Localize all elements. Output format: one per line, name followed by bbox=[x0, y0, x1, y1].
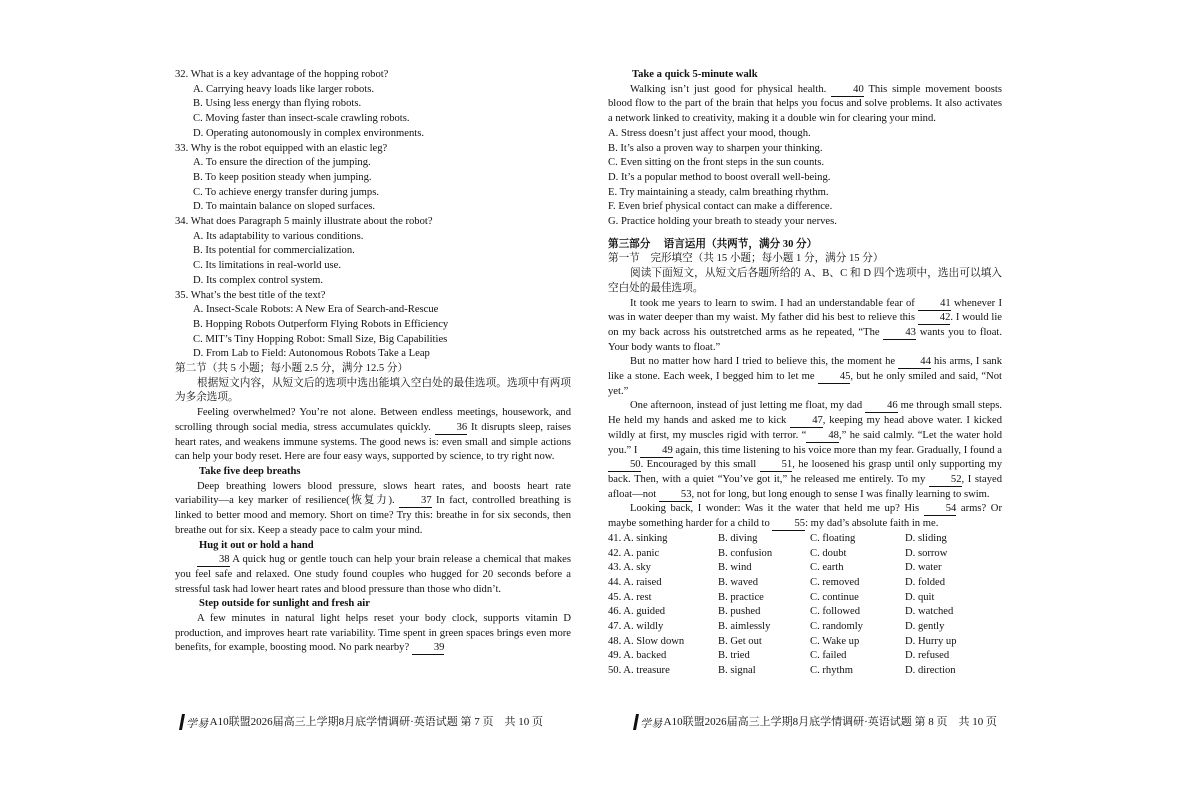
choice: 47. A. wildly bbox=[608, 621, 664, 633]
question-35 bbox=[175, 289, 571, 363]
blank-39: 39 bbox=[412, 642, 445, 655]
blank-41: 41 bbox=[918, 298, 951, 311]
choice: C. followed bbox=[810, 606, 861, 618]
option: G. Practice holding your breath to steady your nerves. bbox=[608, 216, 837, 228]
option: D. It’s a popular method to boost overall well-being. bbox=[608, 171, 831, 183]
blank-46: 46 bbox=[865, 400, 898, 413]
choice: B. pushed bbox=[718, 606, 761, 618]
option: D. Operating autonomously in complex environments. bbox=[193, 127, 424, 139]
option: A. Insect-Scale Robots: A New Era of Search-and-Rescue bbox=[193, 304, 439, 316]
text: Feeling overwhelmed? You’re not alone. Between endless meetings, housework, and scrolling through social media, stress accumulates quickly. bbox=[175, 407, 571, 433]
choice: C. doubt bbox=[810, 547, 847, 559]
table-row bbox=[608, 664, 1000, 679]
text: It took me years to learn to swim. I had an understandable fear of bbox=[630, 297, 915, 309]
option: A. Its adaptability to various conditions. bbox=[193, 230, 364, 242]
footer-text: ·A10联盟2026届高三上学期8月底学情调研·英语试题 第 8 页 共 10 页 bbox=[660, 715, 998, 728]
option: B. It’s also a proven way to sharpen your thinking. bbox=[608, 142, 823, 154]
blank-50: 50 bbox=[608, 459, 641, 472]
choice: C. floating bbox=[810, 532, 856, 544]
choice: D. sorrow bbox=[905, 547, 948, 559]
publisher-logo-icon bbox=[630, 712, 662, 732]
text: A quick hug or gentle touch can help your brain release a chemical that makes you feel safe and relaxed. One study found couples who hugged for 20 seconds before a stressful task had lower heart rates and blood pressure than those who didn’t. bbox=[175, 554, 571, 595]
choice: C. earth bbox=[810, 562, 844, 574]
svg-text:学易: 学易 bbox=[640, 717, 662, 730]
blank-36: 36 bbox=[435, 422, 468, 435]
svg-text:学易: 学易 bbox=[186, 717, 208, 730]
option: A. Stress doesn’t just affect your mood, though. bbox=[608, 127, 811, 139]
choice: B. waved bbox=[718, 576, 759, 588]
choice: 43. A. sky bbox=[608, 562, 651, 574]
choice: D. water bbox=[905, 562, 942, 574]
blank-54: 54 bbox=[924, 503, 957, 516]
choice: D. gently bbox=[905, 621, 945, 633]
table-row bbox=[608, 561, 1000, 576]
blank-52: 52 bbox=[929, 474, 962, 487]
option: B. Hopping Robots Outperform Flying Robots in Efficiency bbox=[193, 318, 449, 330]
option: E. Try maintaining a steady, calm breathing rhythm. bbox=[608, 186, 829, 198]
text: A few minutes in natural light helps reset your body clock, supports vitamin D production, and improves heart rate variability. Time spent in green spaces brings even more benefits, for example, boosting mood. No park nearby? bbox=[175, 613, 571, 654]
table-row bbox=[608, 547, 1000, 562]
blank-42: 42 bbox=[918, 312, 951, 325]
subheading: Hug it out or hold a hand bbox=[199, 539, 314, 551]
choice: B. tried bbox=[718, 650, 750, 662]
table-row bbox=[608, 620, 1000, 635]
choice: C. rhythm bbox=[810, 665, 853, 677]
option: C. Moving faster than insect-scale crawling robots. bbox=[193, 113, 410, 125]
text: Walking isn’t just good for physical health. bbox=[630, 83, 827, 95]
blank-47: 47 bbox=[790, 415, 823, 428]
option: D. Its complex control system. bbox=[193, 274, 324, 286]
question-stem: 34. What does Paragraph 5 mainly illustrate about the robot? bbox=[175, 216, 433, 228]
blank-44: 44 bbox=[898, 356, 931, 369]
choice: B. wind bbox=[718, 562, 752, 574]
choice: C. continue bbox=[810, 591, 859, 603]
choice: 48. A. Slow down bbox=[608, 635, 685, 647]
option: D. To maintain balance on sloped surfaces. bbox=[193, 201, 376, 213]
section-title: 第一节 完形填空（共 15 小题；每小题 1 分，满分 15 分） bbox=[608, 253, 884, 265]
question-stem: 32. What is a key advantage of the hopping robot? bbox=[175, 69, 389, 80]
choice: D. sliding bbox=[905, 532, 947, 544]
text: It disrupts sleep, raises heart rates, and weakens immune systems. The good news is: even small and simple actions can help your body reset. Here are four easy ways, supported by science, to try right now. bbox=[175, 421, 571, 463]
choice: B. confusion bbox=[718, 547, 773, 559]
text: , keeping my head above water. I kicked wildly at first, my muscles rigid with terror. “ bbox=[608, 415, 1002, 441]
choice: D. quit bbox=[905, 591, 935, 603]
choice: B. diving bbox=[718, 532, 758, 544]
text: Looking back, I wonder: Was it the water that held me up? His bbox=[630, 503, 920, 515]
text: , not for long, but long enough to sense I was finally learning to swim. bbox=[691, 488, 990, 500]
passage-paragraph bbox=[175, 553, 571, 597]
blank-53: 53 bbox=[659, 489, 692, 502]
text: again, this time listening to his voice more than my fear. Gradually, I found a bbox=[675, 444, 1002, 456]
blank-49: 49 bbox=[640, 445, 673, 458]
table-row bbox=[608, 635, 1000, 650]
option: C. Its limitations in real-world use. bbox=[193, 260, 341, 272]
text: But no matter how hard I tried to believe this, the moment he bbox=[630, 356, 896, 368]
text: This simple movement boosts blood flow to the part of the brain that helps you focus and solve problems. It also activates a network linked to creativity, making it a double win for clearing your mind. bbox=[608, 83, 1002, 125]
table-row bbox=[608, 605, 1000, 620]
cloze-paragraph-2 bbox=[608, 355, 1002, 399]
passage-paragraph bbox=[608, 83, 1002, 127]
text: , I stayed afloat—not bbox=[608, 473, 1002, 500]
page-footer-right bbox=[630, 712, 997, 732]
question-32 bbox=[175, 68, 571, 142]
option: B. Its potential for commercialization. bbox=[193, 245, 355, 257]
text: his arms, I sank like a stone. Each week, I begged him to let me bbox=[608, 356, 1003, 383]
publisher-logo-icon bbox=[176, 712, 208, 732]
text: ,” he said calmly. “Let the water hold you.” I bbox=[608, 429, 1002, 456]
text: In fact, controlled breathing is linked to better mood and memory. Short on time? Try this: breathe in for six seconds, then breathe out for six. Keep a steady pace to calm your mind. bbox=[175, 495, 571, 536]
text: me through small steps. He held my hands and asked me to kick bbox=[608, 400, 1002, 427]
subheading: Take five deep breaths bbox=[199, 465, 301, 477]
blank-48: 48 bbox=[806, 430, 839, 443]
cloze-choices-table bbox=[608, 532, 1000, 679]
question-stem: 35. What’s the best title of the text? bbox=[175, 289, 326, 301]
choice: B. practice bbox=[718, 591, 764, 603]
choice: B. Get out bbox=[718, 635, 762, 647]
cloze-paragraph-3 bbox=[608, 399, 1002, 502]
option: B. To keep position steady when jumping. bbox=[193, 171, 372, 183]
section-instructions: 阅读下面短文，从短文后各题所给的 A、B、C 和 D 四个选项中，选出可以填入空白处的最佳选项。 bbox=[608, 268, 1002, 294]
text: . Encouraged by this small bbox=[640, 459, 757, 471]
text: , but he only smiled and said, “Not yet.” bbox=[608, 371, 1002, 397]
option: B. Using less energy than flying robots. bbox=[193, 98, 362, 110]
choice: 49. A. backed bbox=[608, 650, 667, 662]
blank-51: 51 bbox=[760, 459, 793, 472]
choice: 44. A. raised bbox=[608, 576, 662, 588]
option: D. From Lab to Field: Autonomous Robots Take a Leap bbox=[193, 348, 430, 360]
choice: C. removed bbox=[810, 576, 860, 588]
text: whenever I was in water deeper than my waist. My father did his best to relieve this bbox=[608, 297, 1002, 324]
table-row bbox=[608, 576, 1000, 591]
option: C. To achieve energy transfer during jumps. bbox=[193, 186, 379, 198]
option: A. To ensure the direction of the jumping. bbox=[193, 157, 371, 169]
table-row bbox=[608, 532, 1000, 547]
question-33 bbox=[175, 142, 571, 216]
text: One afternoon, instead of just letting me float, my dad bbox=[630, 400, 863, 412]
choice: 41. A. sinking bbox=[608, 532, 668, 544]
text: : my dad’s absolute faith in me. bbox=[805, 518, 939, 530]
choice: D. watched bbox=[905, 606, 954, 618]
text: arms? Or maybe something harder for a child to bbox=[608, 503, 1002, 530]
subheading: Take a quick 5-minute walk bbox=[632, 69, 758, 80]
passage-paragraph bbox=[175, 406, 571, 465]
choice: D. folded bbox=[905, 576, 946, 588]
cloze-paragraph-4 bbox=[608, 502, 1002, 531]
footer-text: ·A10联盟2026届高三上学期8月底学情调研·英语试题 第 7 页 共 10 页 bbox=[206, 715, 544, 728]
blank-55: 55 bbox=[772, 518, 805, 531]
table-row bbox=[608, 591, 1000, 606]
option: C. Even sitting on the front steps in the sun counts. bbox=[608, 157, 824, 169]
option: C. MIT’s Tiny Hopping Robot: Small Size, Big Capabilities bbox=[193, 333, 448, 345]
choice: 45. A. rest bbox=[608, 591, 652, 603]
choice: D. Hurry up bbox=[905, 635, 957, 647]
choice: 50. A. treasure bbox=[608, 665, 670, 677]
section-title: 第二节（共 5 小题；每小题 2.5 分，满分 12.5 分） bbox=[175, 363, 409, 375]
question-34 bbox=[175, 215, 571, 289]
choice: 46. A. guided bbox=[608, 606, 666, 618]
part-title: 第三部分 语言运用（共两节，满分 30 分） bbox=[608, 238, 818, 250]
subheading: Step outside for sunlight and fresh air bbox=[199, 598, 370, 610]
option: F. Even brief physical contact can make a difference. bbox=[608, 201, 833, 213]
text: , he loosened his grasp until only supporting my back. Then, with a quiet “You’ve got it,” he released me entirely. To my bbox=[608, 459, 1002, 485]
blank-40: 40 bbox=[831, 84, 864, 97]
section-instructions: 根据短文内容，从短文后的选项中选出能填入空白处的最佳选项。选项中有两项为多余选项。 bbox=[175, 377, 571, 404]
blank-43: 43 bbox=[883, 327, 916, 340]
choice: B. aimlessly bbox=[718, 621, 771, 633]
left-column bbox=[175, 68, 571, 656]
right-column bbox=[608, 68, 1002, 679]
text: wants you to float. Your body wants to float.” bbox=[608, 326, 1002, 353]
cloze-paragraph-1 bbox=[608, 297, 1002, 356]
blank-37: 37 bbox=[399, 495, 432, 508]
passage-paragraph bbox=[175, 612, 571, 656]
text: Deep breathing lowers blood pressure, slows heart rates, and boosts heart rate variability—a key marker of resilience(恢复力). bbox=[175, 480, 571, 507]
question-stem: 33. Why is the robot equipped with an elastic leg? bbox=[175, 142, 388, 154]
choice: B. signal bbox=[718, 665, 756, 677]
blank-45: 45 bbox=[818, 371, 851, 384]
blank-38: 38 bbox=[197, 554, 230, 567]
page-footer-left bbox=[176, 712, 543, 732]
choice: D. direction bbox=[905, 665, 956, 677]
choice: C. Wake up bbox=[810, 635, 860, 647]
table-row bbox=[608, 649, 1000, 664]
option-list bbox=[608, 127, 1002, 230]
passage-paragraph bbox=[175, 480, 571, 539]
choice: 42. A. panic bbox=[608, 547, 660, 559]
choice: C. failed bbox=[810, 650, 847, 662]
choice: C. randomly bbox=[810, 621, 863, 633]
text: . I would lie on my back across his outstretched arms as he repeated, “The bbox=[608, 312, 1002, 338]
option: A. Carrying heavy loads like larger robots. bbox=[193, 83, 375, 95]
choice: D. refused bbox=[905, 650, 950, 662]
